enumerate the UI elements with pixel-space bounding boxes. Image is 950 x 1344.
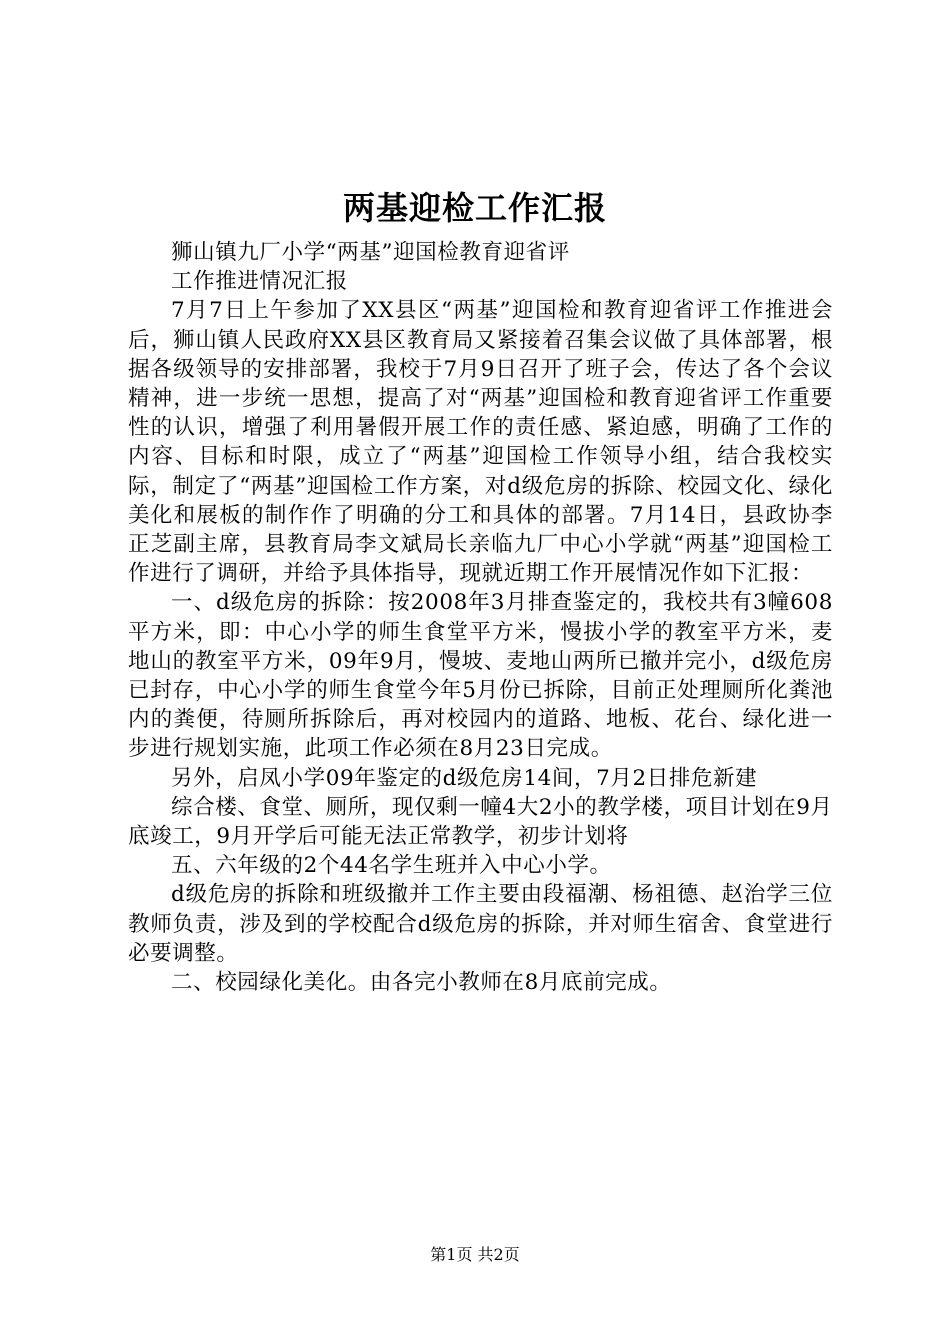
subtitle-line-2: 工作推进情况汇报 (171, 269, 348, 295)
paragraph-merge: 五、六年级的2个44名学生班并入中心小学。 (171, 853, 612, 879)
paragraph-section-2: 二、校园绿化美化。由各完小教师在8月底前完成。 (171, 970, 672, 996)
paragraph-construction: 综合楼、食堂、厕所，现仅剩一幢4大2小的教学楼，项目计划在9月底竣工，9月开学后可能无法正常教学，初步计划将 (128, 794, 833, 850)
subtitle-line-1: 狮山镇九厂小学“两基”迎国检教育迎省评 (171, 240, 570, 265)
paragraph-section-1: 一、d级危房的拆除：按2008年3月排查鉴定的，我校共有3幢608平方米，即：中心小学的师生食堂平方米，慢拔小学的教室平方米，麦地山的教室平方米，09年9月，慢坡、麦地山两所已撤并完小，d级危房已封存，中心小学的师生食堂今年5月份已拆除，目前正处理厕所化粪池内的粪便，待厕所拆除后，再对校园内的道路、地板、花台、绿化进一步进行规划实施，此项工作必须在8月23日完成。 (128, 590, 833, 762)
document-title: 两基迎检工作汇报 (342, 189, 607, 227)
document-body (128, 238, 833, 997)
page-number-footer: 第1页 共2页 (430, 1245, 520, 1264)
paragraph-responsibility: d级危房的拆除和班级撤并工作主要由段福潮、杨祖德、赵治学三位教师负责，涉及到的学校配合d级危房的拆除，并对师生宿舍、食堂进行必要调整。 (128, 882, 833, 966)
paragraph-additional: 另外，启凤小学09年鉴定的d级危房14间，7月2日排危新建 (171, 765, 758, 791)
paragraph-intro: 7月7日上午参加了XX县区“两基”迎国检和教育迎省评工作推进会后，狮山镇人民政府XX县区教育局又紧接着召集会议做了具体部署，根据各级领导的安排部署，我校于7月9日召开了班子会，传达了各个会议精神，进一步统一思想，提高了对“两基”迎国检和教育迎省评工作重要性的认识，增强了利用暑假开展工作的责任感、紧迫感，明确了工作的内容、目标和时限，成立了“两基”迎国检工作领导小组，结合我校实际，制定了“两基”迎国检工作方案，对d级危房的拆除、校园文化、绿化美化和展板的制作作了明确的分工和具体的部署。7月14日，县政协李正芝副主席，县教育局李文斌局长亲临九厂中心小学就“两基”迎国检工作进行了调研，并给予具体指导，现就近期工作开展情况作如下汇报： (128, 298, 833, 587)
